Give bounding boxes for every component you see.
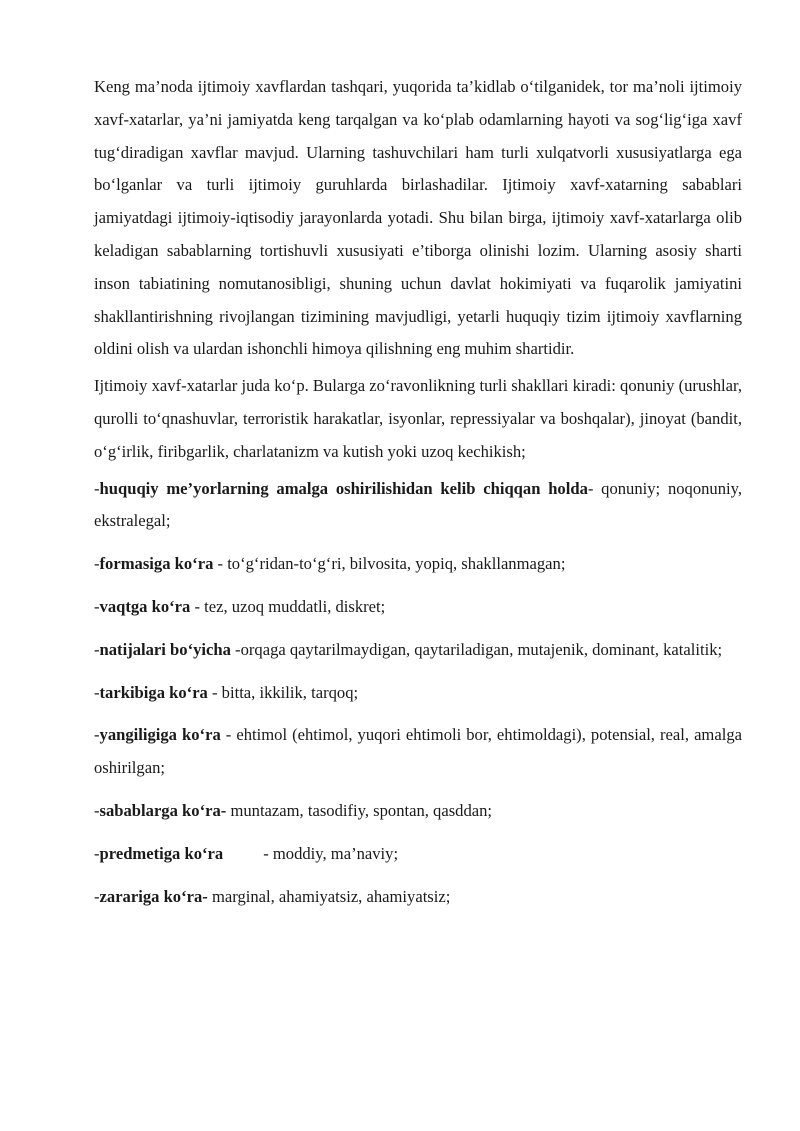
list-item-text: - to‘g‘ridan-to‘g‘ri, bilvosita, yopiq, shakllanmagan; (213, 554, 566, 574)
list-item (94, 634, 742, 667)
list-item-prefix: - (94, 682, 100, 702)
list-item-prefix: - (94, 639, 100, 659)
list-item-label: zarariga ko‘ra- (99, 886, 208, 906)
list-item-text: - tez, uzoq muddatli, diskret; (190, 596, 386, 616)
list-item-prefix: - (94, 843, 100, 863)
list-item (94, 548, 742, 581)
list-item-prefix: - (94, 596, 100, 616)
body-paragraph: Ijtimoiy xavf-xatarlar juda ko‘p. Bularga zo‘ravonlikning turli shakllari kiradi: qonuniy (urushlar, qurolli to‘qnashuvlar, terroristik harakatlar, isyonlar, repressiyalar va boshqalar), jinoyat (bandit, o‘g‘irlik, firibgarlik, charlatanizm va kutish yoki uzoq kechikish; (94, 376, 742, 461)
list-item-text: - ehtimol (ehtimol, yuqori ehtimoli bor, ehtimoldagi), potensial, real, amalga oshirilgan; (94, 725, 742, 778)
list-item (94, 473, 742, 539)
list-item-prefix: - (94, 478, 100, 498)
body-paragraph: Keng ma’noda ijtimoiy xavflardan tashqari, yuqorida ta’kidlab o‘tilganidek, tor ma’noli ijtimoiy xavf-xatarlar, ya’ni jamiyatda keng tarqalgan va ko‘plab odamlarning hayoti va sog‘lig‘iga xavf tug‘diradigan xavflar mavjud. Ularning tashuvchilari ham turli xulqatvorli xususiyatlarga ega bo‘lganlar va turli ijtimoiy guruhlarda birlashadilar. Ijtimoiy xavf-xatarning sabablari jamiyatdagi ijtimoiy-iqtisodiy jarayonlarda yotadi. Shu bilan birga, ijtimoiy xavf-xatarlarga olib keladigan sabablarning tortishuvli xususiyati e’tiborga olinishi lozim. Ularning asosiy sharti inson tabiatining nomutanosibligi, shuning uchun davlat hokimiyati va fuqarolik jamiyatini shakllantirishning rivojlangan tizimining mavjudligi, yetarli huquqiy tizim ijtimoiy xavflarning oldini olish va ulardan ishonchli himoya qilishning eng muhim shartidir. (94, 77, 742, 359)
list-item-label: formasiga ko‘ra (99, 554, 214, 574)
list-item-text: muntazam, tasodifiy, spontan, qasddan; (226, 800, 493, 820)
list-item-prefix: - (94, 886, 100, 906)
list-item-label: huquqiy me’yorlarning amalga oshirilishidan kelib chiqqan holda (99, 478, 588, 498)
list-item-text: - qonuniy; noqonuniy, ekstralegal; (94, 478, 742, 531)
list-item-text: - bitta, ikkilik, tarqoq; (207, 682, 359, 702)
list-item-prefix: - (94, 725, 100, 745)
list-item-text: -orqaga qaytarilmaydigan, qaytariladigan, mutajenik, dominant, katalitik; (230, 639, 723, 659)
document-page (94, 71, 742, 923)
list-item-prefix: - (94, 554, 100, 574)
list-item-label: sabablarga ko‘ra- (99, 800, 227, 820)
list-item-label: natijalari bo‘yicha (99, 639, 231, 659)
list-item-prefix: - (94, 800, 100, 820)
list-item (94, 719, 742, 785)
list-item (94, 591, 742, 624)
list-item-label: predmetiga ko‘ra (99, 843, 224, 863)
list-item (94, 838, 742, 871)
list-item-text: marginal, ahamiyatsiz, ahamiyatsiz; (207, 886, 451, 906)
list-item (94, 677, 742, 710)
list-item-label: tarkibiga ko‘ra (99, 682, 208, 702)
list-item-text: - moddiy, ma’naviy; (263, 843, 399, 863)
list-item (94, 881, 742, 914)
list-item-label: yangiligiga ko‘ra (99, 725, 221, 745)
list-item (94, 795, 742, 828)
list-item-label: vaqtga ko‘ra (99, 596, 191, 616)
